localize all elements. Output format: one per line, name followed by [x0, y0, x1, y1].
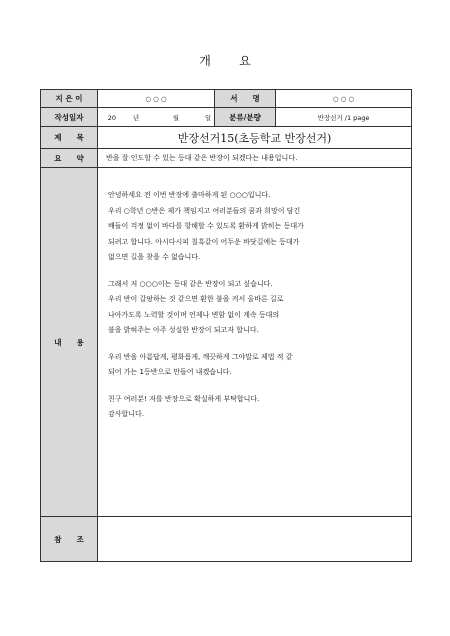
- summary-value: 반을 잘 인도할 수 있는 등대 같은 반장이 되겠다는 내용입니다.: [98, 149, 412, 168]
- date-year: 20: [107, 113, 117, 122]
- content-line: 배들이 걱정 없이 바다를 항해할 수 있도록 환하게 밝히는 등대가: [108, 222, 304, 230]
- title-row: [41, 127, 412, 149]
- content-paragraph-4: [108, 392, 401, 423]
- author-value: ○ ○ ○: [98, 90, 215, 108]
- reference-row: [41, 517, 412, 562]
- content-line: 감사합니다.: [108, 410, 145, 418]
- date-row: [41, 108, 412, 127]
- date-value: [98, 108, 215, 127]
- title-label: 제 목: [41, 127, 98, 149]
- category-value: 반장선거 /1 page: [276, 108, 412, 127]
- content-line: 되려고 합니다. 아시다시피 칠흑같이 어두운 바닷길에는 등대가: [108, 237, 300, 246]
- date-month-unit: 월: [172, 113, 180, 122]
- content-line: 친구 여러분! 저를 반장으로 확실하게 부탁합니다.: [108, 394, 260, 403]
- author-label: 지 은 이: [41, 90, 98, 108]
- page-title: [0, 52, 450, 69]
- summary-label: 요 약: [41, 149, 98, 168]
- content-paragraph-2: [108, 277, 401, 339]
- date-day-unit: 일: [204, 113, 212, 122]
- date-year-unit: 년: [132, 113, 140, 122]
- content-line: 없으면 길을 찾을 수 없습니다.: [108, 253, 201, 261]
- content-row: [41, 168, 412, 517]
- content-line: 불을 밝혀주는 아주 성실한 반장이 되고자 합니다.: [108, 326, 259, 334]
- signature-label: 서 명: [215, 90, 276, 108]
- page-title-char-2: 요: [239, 54, 251, 68]
- content-paragraph-1: [108, 188, 401, 266]
- content-line: 우리 반이 갈팡하는 것 같으면 환한 불을 켜서 올바른 길로: [108, 295, 284, 303]
- signature-value: ○ ○ ○: [276, 90, 412, 108]
- content-line: 그래서 저 ○○○이는 등대 같은 반장이 되고 싶습니다.: [108, 279, 273, 288]
- overview-table: [40, 89, 412, 562]
- content-label: 내 용: [41, 168, 98, 517]
- date-label: 작성일자: [41, 108, 98, 127]
- content-body: [98, 168, 412, 517]
- content-line: 되어 가는 1등반으로 만들어 내겠습니다.: [108, 368, 232, 376]
- content-line: 안녕하세요 전 이번 반장에 출마하게 된 ○○○입니다.: [108, 191, 271, 199]
- content-line: 나아가도록 노력할 것이며 언제나 변함 없이 계속 등대의: [108, 310, 280, 319]
- content-line: 우리 ○학년 ○반은 제가 책임지고 여러분들의 꿈과 희망이 담긴: [108, 206, 301, 215]
- content-paragraph-3: [108, 350, 401, 381]
- category-label: 분류/분량: [215, 108, 276, 127]
- author-row: [41, 90, 412, 108]
- reference-value: [98, 517, 412, 562]
- summary-row: [41, 149, 412, 168]
- reference-label: 참 조: [41, 517, 98, 562]
- content-line: 우리 반을 아름답게, 평화롭게, 깨끗하게 그야말로 제법 적 같: [108, 352, 293, 361]
- page-title-char-1: 개: [199, 54, 211, 68]
- title-value: 반장선거15(초등학교 반장선거): [98, 127, 412, 149]
